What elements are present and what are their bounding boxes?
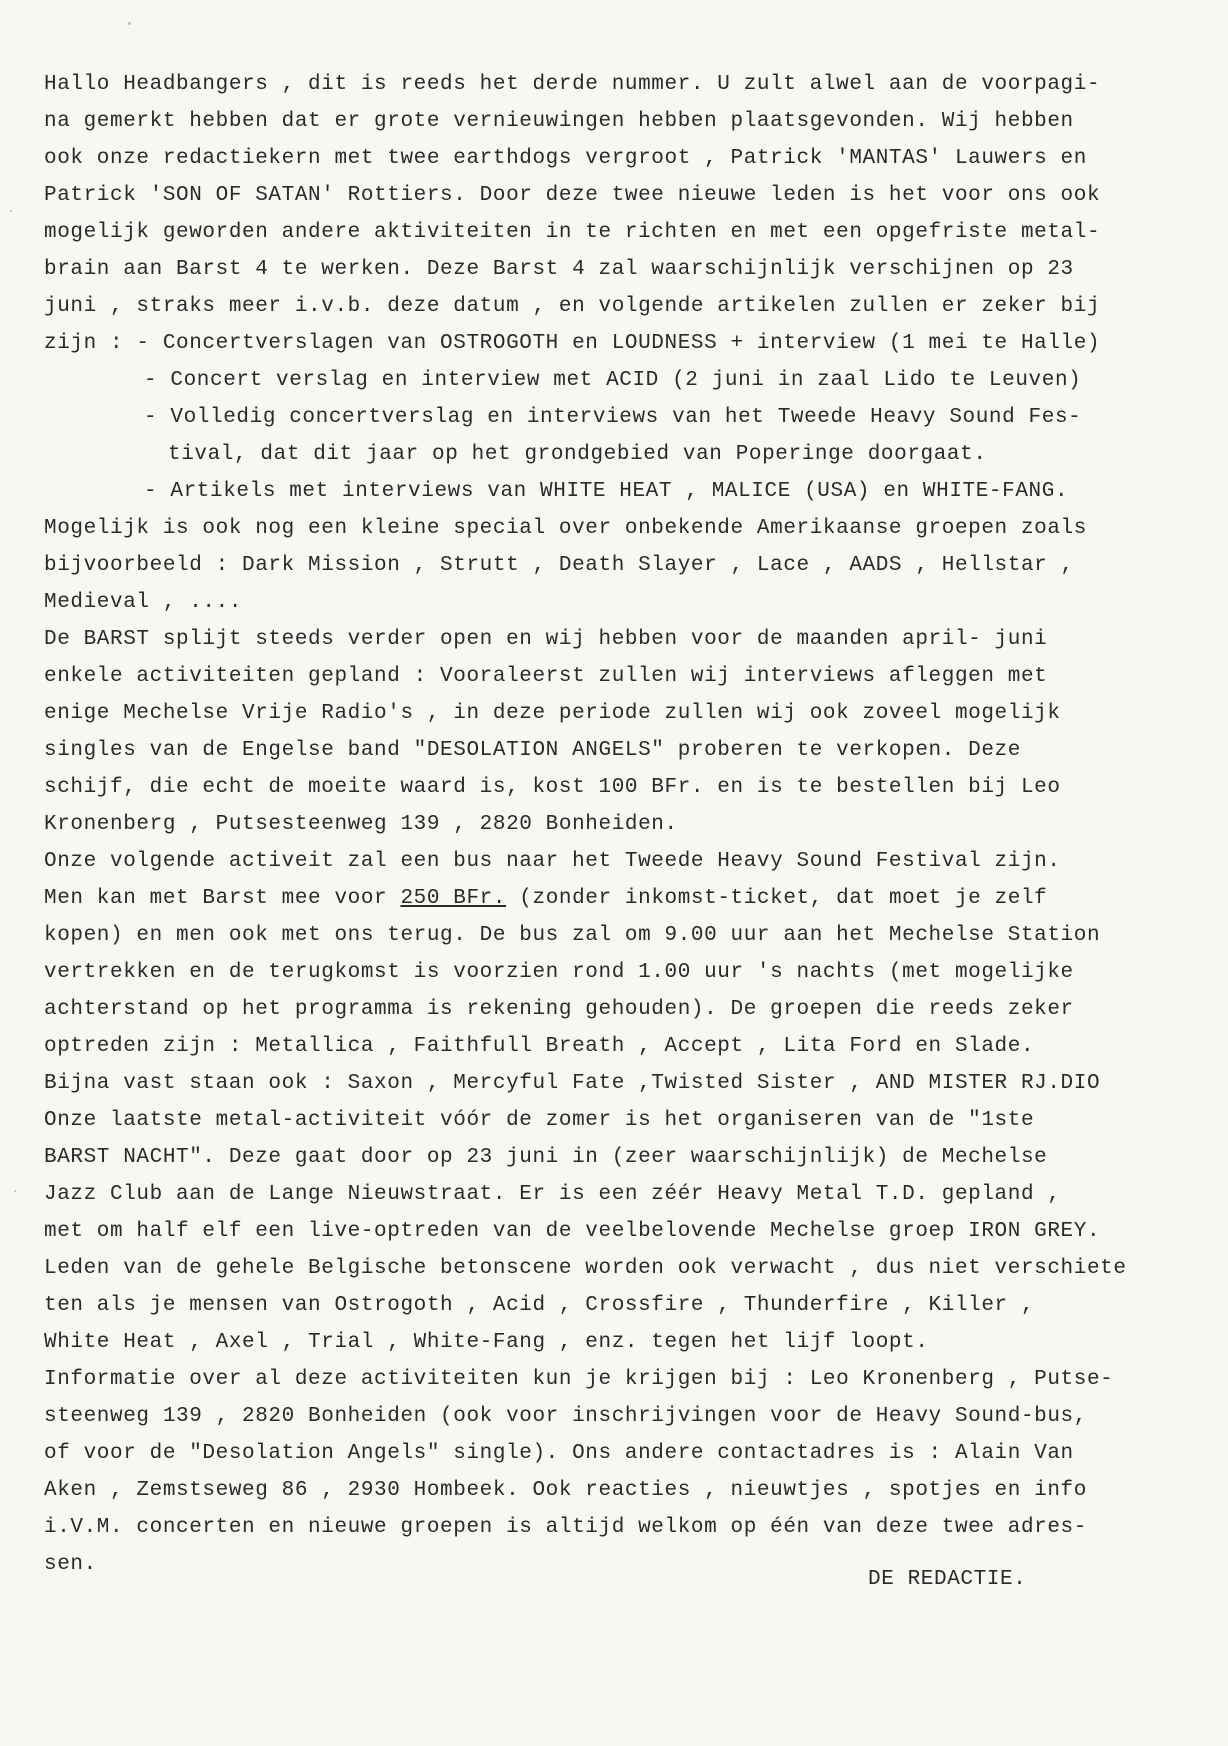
- text-line: Bijna vast staan ook : Saxon , Mercyful Fate ,Twisted Sister , AND MISTER RJ.DIO: [44, 1072, 1101, 1095]
- paper-speck: [128, 22, 131, 25]
- list-item-continuation: tival, dat dit jaar op het grondgebied van Poperinge doorgaat.: [168, 443, 987, 466]
- text-line: Aken , Zemstseweg 86 , 2930 Hombeek. Ook reacties , nieuwtjes , spotjes en info: [44, 1479, 1087, 1502]
- text-line: vertrekken en de terugkomst is voorzien rond 1.00 uur 's nachts (met mogelijke: [44, 961, 1074, 984]
- text-line: BARST NACHT". Deze gaat door op 23 juni in (zeer waarschijnlijk) de Mechelse: [44, 1146, 1048, 1169]
- text-line: Mogelijk is ook nog een kleine special over onbekende Amerikaanse groepen zoals: [44, 517, 1087, 540]
- text-line: Medieval , ....: [44, 591, 243, 614]
- bus-price: 250 BFr.: [400, 887, 507, 910]
- list-item: - Concert verslag en interview met ACID (2 juni in zaal Lido te Leuven): [144, 369, 1082, 392]
- text-line: bijvoorbeeld : Dark Mission , Strutt , Death Slayer , Lace , AADS , Hellstar ,: [44, 554, 1074, 577]
- text-line: Informatie over al deze activiteiten kun je krijgen bij : Leo Kronenberg , Putse-: [44, 1368, 1114, 1391]
- text-line: met om half elf een live-optreden van de veelbelovende Mechelse groep IRON GREY.: [44, 1220, 1101, 1243]
- text-line: Hallo Headbangers , dit is reeds het derde nummer. U zult alwel aan de voorpagi-: [44, 73, 1101, 96]
- text-line: singles van de Engelse band "DESOLATION ANGELS" proberen te verkopen. Deze: [44, 739, 1021, 762]
- text-line: enige Mechelse Vrije Radio's , in deze periode zullen wij ook zoveel mogelijk: [44, 702, 1061, 725]
- text-line: achterstand op het programma is rekening gehouden). De groepen die reeds zeker: [44, 998, 1074, 1021]
- text-line: of voor de "Desolation Angels" single). Ons andere contactadres is : Alain Van: [44, 1442, 1074, 1465]
- text-line: ook onze redactiekern met twee earthdogs vergroot , Patrick 'MANTAS' Lauwers en: [44, 147, 1087, 170]
- text-line: ten als je mensen van Ostrogoth , Acid , Crossfire , Thunderfire , Killer ,: [44, 1294, 1035, 1317]
- text-line: Jazz Club aan de Lange Nieuwstraat. Er is een zéér Heavy Metal T.D. gepland ,: [44, 1183, 1061, 1206]
- text-line-bus-price: [44, 880, 1194, 917]
- letter-body: [44, 66, 1194, 1583]
- text-line: na gemerkt hebben dat er grote vernieuwingen hebben plaatsgevonden. Wij hebben: [44, 110, 1074, 133]
- text-line: zijn : - Concertverslagen van OSTROGOTH en LOUDNESS + interview (1 mei te Halle): [44, 332, 1101, 355]
- bus-prefix: Men kan met Barst mee voor: [44, 887, 401, 910]
- text-line: juni , straks meer i.v.b. deze datum , en volgende artikelen zullen er zeker bij: [44, 295, 1101, 318]
- text-line: sen.: [44, 1553, 97, 1576]
- text-line: steenweg 139 , 2820 Bonheiden (ook voor inschrijvingen voor de Heavy Sound-bus,: [44, 1405, 1087, 1428]
- text-line: Kronenberg , Putsesteenweg 139 , 2820 Bonheiden.: [44, 813, 678, 836]
- list-item: - Volledig concertverslag en interviews van het Tweede Heavy Sound Fes-: [144, 406, 1082, 429]
- text-line: brain aan Barst 4 te werken. Deze Barst 4 zal waarschijnlijk verschijnen op 23: [44, 258, 1074, 281]
- text-line: kopen) en men ook met ons terug. De bus zal om 9.00 uur aan het Mechelse Station: [44, 924, 1101, 947]
- paper-speck: [10, 210, 12, 212]
- paper-speck: [14, 1190, 16, 1192]
- signature: DE REDACTIE.: [868, 1568, 1027, 1591]
- bus-suffix: (zonder inkomst-ticket, dat moet je zelf: [519, 887, 1048, 910]
- text-line: enkele activiteiten gepland : Vooraleerst zullen wij interviews afleggen met: [44, 665, 1048, 688]
- text-line: Onze volgende activeit zal een bus naar het Tweede Heavy Sound Festival zijn.: [44, 850, 1061, 873]
- text-line: schijf, die echt de moeite waard is, kost 100 BFr. en is te bestellen bij Leo: [44, 776, 1061, 799]
- text-line: White Heat , Axel , Trial , White-Fang , enz. tegen het lijf loopt.: [44, 1331, 929, 1354]
- text-line: Onze laatste metal-activiteit vóór de zomer is het organiseren van de "1ste: [44, 1109, 1035, 1132]
- text-line: optreden zijn : Metallica , Faithfull Breath , Accept , Lita Ford en Slade.: [44, 1035, 1035, 1058]
- text-line: i.V.M. concerten en nieuwe groepen is altijd welkom op één van deze twee adres-: [44, 1516, 1087, 1539]
- list-item: - Artikels met interviews van WHITE HEAT , MALICE (USA) en WHITE-FANG.: [144, 480, 1069, 503]
- text-line: De BARST splijt steeds verder open en wij hebben voor de maanden april- juni: [44, 628, 1048, 651]
- text-line: mogelijk geworden andere aktiviteiten in te richten en met een opgefriste metal-: [44, 221, 1101, 244]
- text-line: Leden van de gehele Belgische betonscene worden ook verwacht , dus niet verschiete: [44, 1257, 1127, 1280]
- text-line: Patrick 'SON OF SATAN' Rottiers. Door deze twee nieuwe leden is het voor ons ook: [44, 184, 1101, 207]
